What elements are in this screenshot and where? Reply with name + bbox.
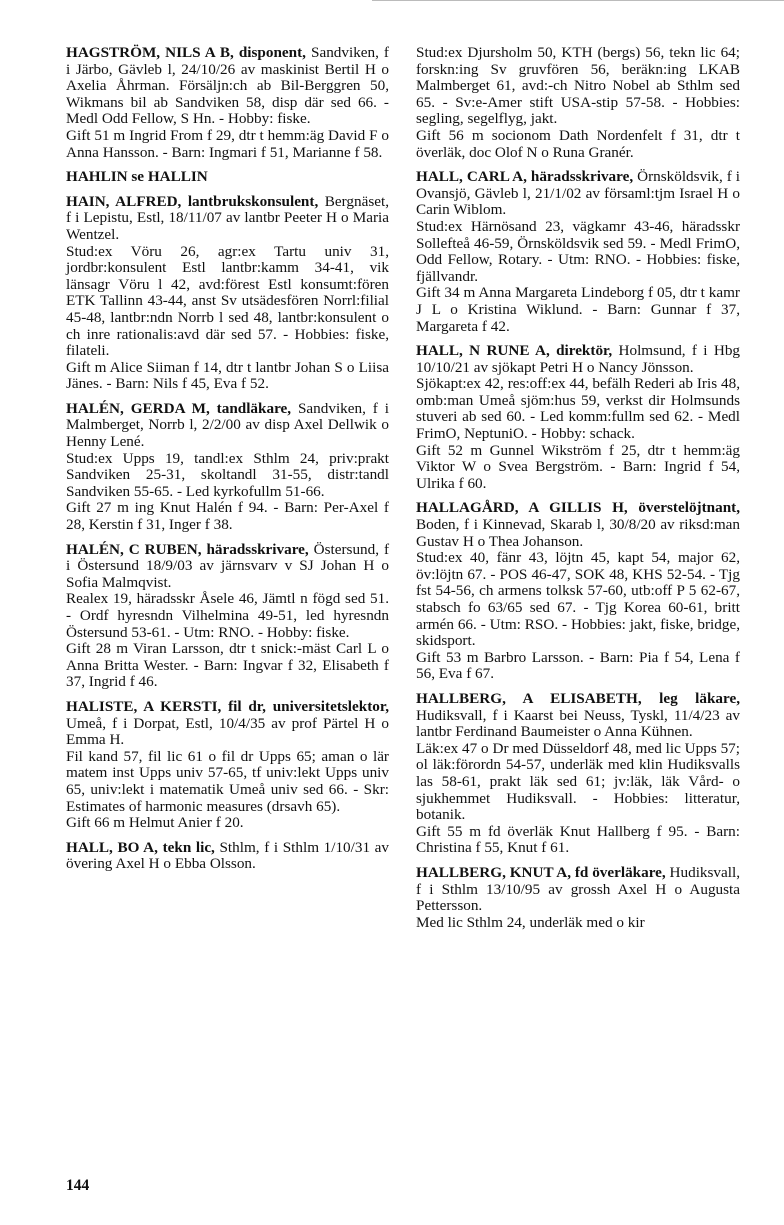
entry-paragraph: Stud:ex Upps 19, tandl:ex Sthlm 24, priv:prakt Sandviken 25-31, skoltandl 31-55, distr:tandl Sandviken 55-65. - Led kyrkofullm 51-66. [66,449,389,500]
entry-heading: HALLAGÅRD, A GILLIS H, överstelöjtnant, [416,499,740,517]
biography-entry [66,45,389,161]
entry-heading: HALLBERG, A ELISABETH, leg läkare, [416,689,740,707]
entry-text: Sandviken, f i Malmberget, Norrb l, 2/2/00 av disp Axel Dellwik o Henny Lené. [66,399,389,451]
biography-entry [66,194,389,393]
entry-paragraph: Stud:ex Vöru 26, agr:ex Tartu univ 31, jordbr:konsulent Estl lantbr:kamm 34-41, vik länsagr Vöru l 42, avd:förest Estl konsumt:fören ETK Tallinn 43-44, anst Sv utsädesfören Norrl:filial 45-48, lantbr:ndn Norrb l sed 48, lantbr:konsulent o ch inre rationalis:avd där sed 57. - Hobbies: fiske, filateli. [66,242,389,360]
entry-heading: HAHLIN se HALLIN [66,168,208,186]
left-column [66,45,389,881]
entry-paragraph: Realex 19, häradsskr Åsele 46, Jämtl n fögd sed 51. - Ordf hyresndn Vilhelmina 49-51, led hyresndn Östersund 53-61. - Utm: RNO. - Hobby: fiske. [66,590,389,641]
biography-entry [416,865,740,931]
entry-heading: HALL, N RUNE A, direktör, [416,342,613,360]
biography-entry [66,169,389,186]
entry-heading: HALL, BO A, tekn lic, [66,838,215,856]
entry-paragraph: Gift 28 m Viran Larsson, dtr t snick:-mäst Carl L o Anna Britta Wester. - Barn: Ingvar f 32, Elisabeth f 37, Ingrid f 46. [66,640,389,691]
entry-paragraph: Gift 52 m Gunnel Wikström f 25, dtr t hemm:äg Viktor W o Svea Bergström. - Barn: Ingrid f 54, Ulrika f 60. [416,441,740,492]
entry-text: Boden, f i Kinnevad, Skarab l, 30/8/20 av riksd:man Gustav H o Thea Johanson. [416,516,740,550]
entry-heading: HAIN, ALFRED, lantbrukskonsulent, [66,192,319,210]
biography-entry [66,840,389,873]
entry-paragraph: Fil kand 57, fil lic 61 o fil dr Upps 65; aman o lär matem inst Upps univ 57-65, tf univ:lekt Upps univ 65, univ:lekt i matematik Umeå univ sed 66. - Skr: Estimates of harmonic measures (drsavh 65). [66,747,389,815]
entry-heading: HALÉN, GERDA M, tandläkare, [66,399,292,417]
entry-paragraph: Gift m Alice Siiman f 14, dtr t lantbr Johan S o Liisa Jänes. - Barn: Nils f 45, Eva f 52. [66,358,389,393]
entry-text: Sthlm, f i Sthlm 1/10/31 av övering Axel H o Ebba Olsson. [66,838,389,873]
entry-text: Östersund, f i Östersund 18/9/03 av järnsvarv v SJ Johan H o Sofia Malmqvist. [66,540,389,591]
entry-paragraph: Stud:ex Djursholm 50, KTH (bergs) 56, tekn lic 64; forskn:ing Sv gruvfören 56, beräkn:ing LKAB Malmberget 61, avd:-ch Nitro Nobel ab Sthlm sed 65. - Sv:e-Amer stift USA-stip 57-58. - Hobbies: segling, segelflyg, jakt. [416,44,740,128]
entry-paragraph: Gift 55 m fd överläk Knut Hallberg f 95. - Barn: Christina f 55, Knut f 61. [416,822,740,857]
biography-entry [416,500,740,683]
entry-paragraph: Gift 34 m Anna Margareta Lindeborg f 05, dtr t kamr J L o Kristina Wiklund. - Barn: Gunnar f 37, Margareta f 42. [416,284,740,335]
entry-paragraph: Läk:ex 47 o Dr med Düsseldorf 48, med lic Upps 57; ol läk:förordn 54-57, underläk med klin Hudiksvalls las 58-61, prakt läk sed 61; jv:läk, läk Vård- o sjukhemmet Hudiksvall. - Hobbies: litteratur, botanik. [416,739,740,824]
biography-entry [416,343,740,492]
entry-paragraph: Gift 56 m socionom Dath Nordenfelt f 31, dtr t överläk, doc Olof N o Runa Granér. [416,126,740,161]
entry-paragraph: Gift 66 m Helmut Anier f 20. [66,814,244,832]
entry-text: Sandviken, f i Järbo, Gävleb l, 24/10/26 av maskinist Bertil H o Axelia Åhrman. Försäljn:ch ab Bil-Berggren 50, Wikmans bil ab Sandviken 58, disp där sed 66. - Medl Odd Fellow, S Hn. - Hobby: fiske. [66,44,389,128]
entry-text: Hudiksvall, f i Sthlm 13/10/95 av grossh Axel H o Augusta Pettersson. [416,863,740,915]
entry-text: Hudiksvall, f i Kaarst bei Neuss, Tyskl, 11/4/23 av lantbr Ferdinand Baumeister o Anna Kühnen. [416,706,740,741]
page-number: 144 [66,1177,90,1194]
biography-entry [416,45,740,161]
entry-paragraph: Gift 51 m Ingrid From f 29, dtr t hemm:äg David F o Anna Hansson. - Barn: Ingmari f 51, Marianne f 58. [66,126,389,161]
biography-entry [416,169,740,335]
entry-text: Örnsköldsvik, f i Ovansjö, Gävleb l, 21/1/02 av församl:tjm Israel H o Carin Wiblom. [416,168,741,219]
biography-entry [416,691,740,857]
entry-heading: HALÉN, C RUBEN, häradsskrivare, [66,540,309,558]
entry-paragraph: Gift 53 m Barbro Larsson. - Barn: Pia f 54, Lena f 56, Eva f 67. [416,648,740,683]
entry-paragraph: Med lic Sthlm 24, underläk med o kir [416,913,645,931]
right-column [416,45,740,939]
biography-entry [66,542,389,691]
entry-heading: HALISTE, A KERSTI, fil dr, universitetslektor, [66,697,389,715]
entry-paragraph: Sjökapt:ex 42, res:off:ex 44, befälh Rederi ab Iris 48, omb:man Umeå sjöm:hus 59, verkst dir Holmsunds stuveri ab sed 60. - Led komm:fullm sed 62. - Medl FrimO, NeptuniO. - Hobby: schack. [416,375,740,443]
entry-heading: HALL, CARL A, häradsskrivare, [416,168,634,186]
biography-entry [66,401,389,534]
entry-paragraph: Gift 27 m ing Knut Halén f 94. - Barn: Per-Axel f 28, Kerstin f 31, Inger f 38. [66,499,389,534]
entry-heading: HALLBERG, KNUT A, fd överläkare, [416,863,666,881]
entry-heading: HAGSTRÖM, NILS A B, disponent, [66,44,306,61]
entry-paragraph: Stud:ex 40, fänr 43, löjtn 45, kapt 54, major 62, öv:löjtn 67. - POS 46-47, SOK 48, KHS 52-54. - Tjg fst 54-56, ch armens tolksk 57-60, utb:off P 5 62-67, stabsch fo 63/65 sed 67. - Tjg Korea 60-61, britt armén 66. - Utm: RSO. - Hobbies: jakt, fiske, bridge, skidsport. [416,549,740,650]
top-rule [372,0,784,1]
entry-text: Bergnäset, f i Lepistu, Estl, 18/11/07 av lantbr Peeter H o Maria Wentzel. [66,192,389,243]
entry-text: Holmsund, f i Hbg 10/10/21 av sjökapt Petri H o Nancy Jönsson. [416,342,741,376]
entry-text: Umeå, f i Dorpat, Estl, 10/4/35 av prof Pärtel H o Emma H. [66,714,389,749]
entry-paragraph: Stud:ex Härnösand 23, vägkamr 43-46, häradsskr Sollefteå 46-59, Örnsköldsvik sed 59. - Medl FrimO, Odd Fellow, Rotary. - Utm: RNO. - Hobbies: fiske, fjällvandr. [416,217,740,285]
biography-entry [66,699,389,832]
